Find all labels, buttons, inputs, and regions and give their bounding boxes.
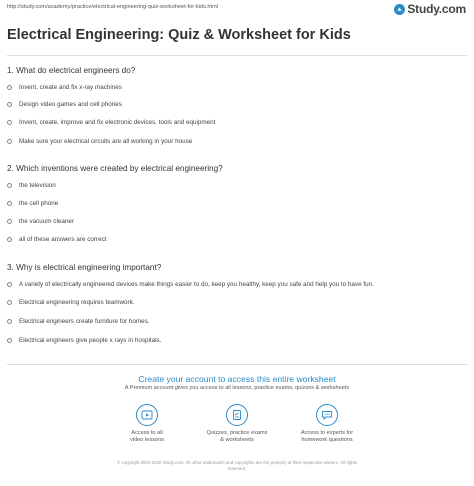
answer-option[interactable] [7, 84, 122, 91]
radio-button[interactable] [7, 85, 12, 90]
option-label: the cell phone [19, 200, 59, 207]
divider [7, 55, 467, 56]
answer-option[interactable] [7, 337, 161, 344]
radio-button[interactable] [7, 237, 12, 242]
answer-option[interactable] [7, 299, 135, 306]
radio-button[interactable] [7, 319, 12, 324]
option-label: Electrical engineers create furniture for homes. [19, 318, 150, 325]
copyright-footer [0, 460, 474, 472]
logo-text: Study.com [407, 2, 466, 16]
answer-option[interactable] [7, 119, 215, 126]
radio-button[interactable] [7, 300, 12, 305]
copyright-line2: reserved. [227, 466, 247, 471]
radio-button[interactable] [7, 219, 12, 224]
answer-option[interactable] [7, 138, 192, 145]
option-label: all of these answers are correct [19, 236, 107, 243]
copyright-line1: © copyright 2003-2020 Study.com. All other trademarks and copyrights are the property of their respective owners. All rights [117, 460, 357, 465]
radio-button[interactable] [7, 183, 12, 188]
question-3: 3. Why is electrical engineering important? [7, 263, 162, 272]
option-label: A variety of electrically engineered devices make things easier to do, keep you healthy, keep you safe and help you to have fun. [19, 281, 374, 288]
option-label: the vacuum cleaner [19, 218, 74, 225]
feature-label-line1: Access to experts for [300, 430, 354, 436]
answer-option[interactable] [7, 200, 58, 207]
feature-label-line1: Access to all [131, 430, 163, 436]
feature-label-line2: homework questions [301, 437, 353, 443]
option-label: Electrical engineers give people x rays in hospitals. [19, 337, 162, 344]
option-label: Design video games and cell phones [19, 101, 122, 108]
answer-option[interactable] [7, 218, 74, 225]
option-label: the television [19, 182, 56, 189]
feature-label-line2: video lessons [130, 437, 164, 443]
radio-button[interactable] [7, 139, 12, 144]
video-play-icon [136, 404, 158, 426]
radio-button[interactable] [7, 120, 12, 125]
radio-button[interactable] [7, 338, 12, 343]
answer-option[interactable] [7, 182, 56, 189]
study-logo-icon [394, 4, 405, 15]
feature-experts [272, 404, 382, 444]
feature-label-line2: & worksheets [220, 437, 254, 443]
question-1: 1. What do electrical engineers do? [7, 66, 136, 75]
feature-label-line1: Quizzes, practice exams [206, 430, 268, 436]
radio-button[interactable] [7, 102, 12, 107]
cta-subtitle: A Premium account gives you access to all lessons, practice exams, quizzes & worksheets [124, 385, 350, 391]
page-title: Electrical Engineering: Quiz & Worksheet for Kids [7, 27, 351, 43]
answer-option[interactable] [7, 236, 107, 243]
quiz-clipboard-icon [226, 404, 248, 426]
option-label: Electrical engineering requires teamwork. [19, 299, 135, 306]
radio-button[interactable] [7, 282, 12, 287]
page-url: http://study.com/academy/practice/electrical-engineering-quiz-worksheet-for-kids.html [7, 4, 218, 10]
answer-option[interactable] [7, 101, 122, 108]
option-label: Invent, create and fix x-ray machines [19, 84, 122, 91]
answer-option[interactable] [7, 318, 150, 325]
divider [7, 364, 467, 365]
option-label: Make sure your electrical circuits are all working in your house [19, 138, 193, 145]
question-2: 2. Which inventions were created by electrical engineering? [7, 164, 223, 173]
answer-option[interactable] [7, 281, 374, 288]
experts-chat-icon [316, 404, 338, 426]
create-account-link[interactable]: Create your account to access this entire worksheet [138, 374, 336, 384]
study-logo[interactable] [394, 2, 466, 16]
top-bar [0, 0, 474, 16]
option-label: Invent, create, improve and fix electronic devices, tools and equipment [19, 119, 216, 126]
radio-button[interactable] [7, 201, 12, 206]
